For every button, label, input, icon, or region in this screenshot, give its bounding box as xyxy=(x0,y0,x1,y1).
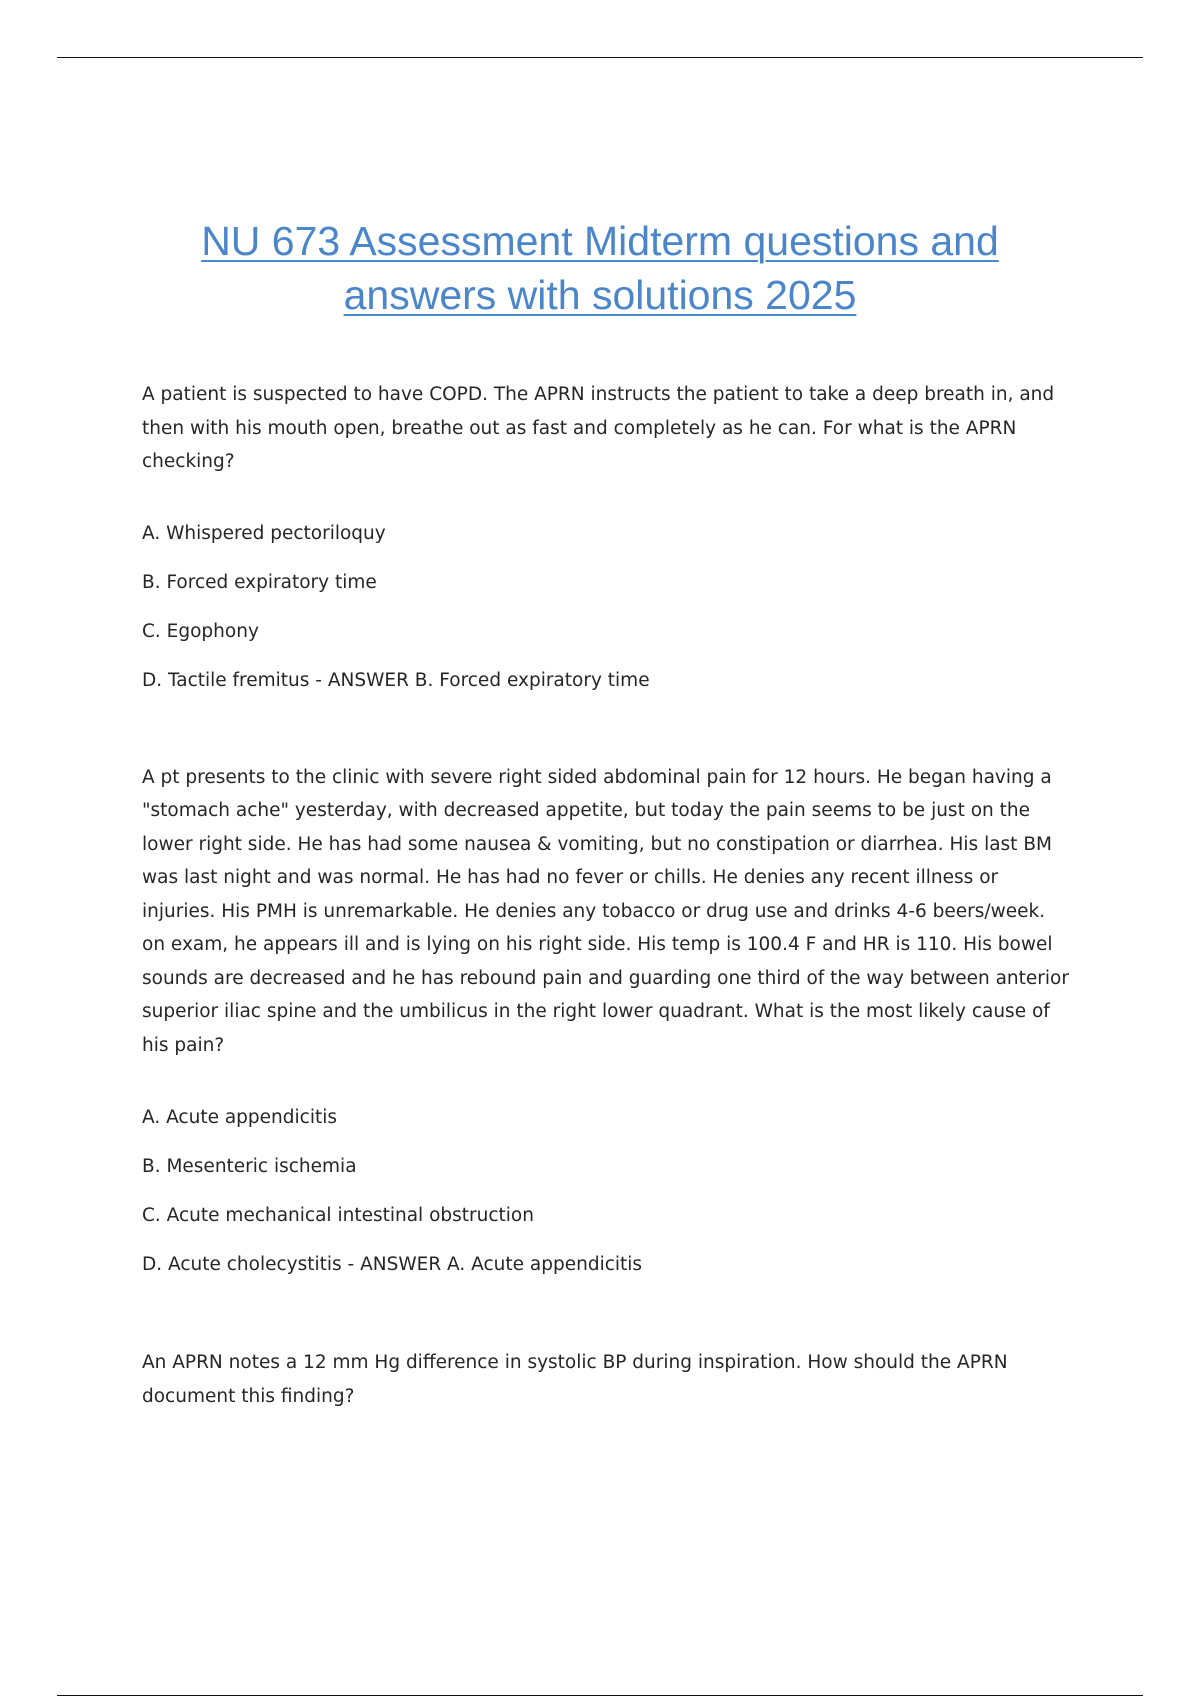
document-body xyxy=(142,378,1072,1413)
option-a: A. Whispered pectoriloquy xyxy=(142,522,386,544)
option-b: B. Forced expiratory time xyxy=(142,571,377,593)
question-text: An APRN notes a 12 mm Hg difference in systolic BP during inspiration. How should the APRN document this finding? xyxy=(142,1352,1008,1407)
option-c: C. Acute mechanical intestinal obstruction xyxy=(142,1205,534,1226)
title-line-2: answers with solutions 2025 xyxy=(343,272,857,318)
title-line-1: NU 673 Assessment Midterm questions and xyxy=(201,218,999,264)
question-block xyxy=(142,378,1072,695)
option-c: C. Egophony xyxy=(142,620,259,642)
document-title xyxy=(100,214,1100,322)
option-d-with-answer: D. Acute cholecystitis - ANSWER A. Acute appendicitis xyxy=(142,1254,643,1275)
option-d-with-answer: D. Tactile fremitus - ANSWER B. Forced expiratory time xyxy=(142,669,650,691)
header-rule xyxy=(57,57,1143,58)
option-a: A. Acute appendicitis xyxy=(142,1107,337,1128)
question-block xyxy=(142,1346,1072,1413)
question-block xyxy=(142,761,1072,1280)
question-text: A pt presents to the clinic with severe right sided abdominal pain for 12 hours. He began having a "stomach ache" yesterday, with decreased appetite, but today the pain seems to be just on the lower right side. He has had some nausea & vomiting, but no constipation or diarrhea. His last BM was last night and was normal. He has had no fever or chills. He denies any recent illness or injuries. His PMH is unremarkable. He denies any tobacco or drug use and drinks 4-6 beers/week. on exam, he appears ill and is lying on his right side. His temp is 100.4 F and HR is 110. His bowel sounds are decreased and he has rebound pain and guarding one third of the way between anterior superior iliac spine and the umbilicus in the right lower quadrant. What is the most likely cause of his pain? xyxy=(142,766,1069,1056)
option-b: B. Mesenteric ischemia xyxy=(142,1156,357,1177)
question-text: A patient is suspected to have COPD. The APRN instructs the patient to take a deep breath in, and then with his mouth open, breathe out as fast and completely as he can. For what is the APRN checking? xyxy=(142,384,1055,472)
footer-rule xyxy=(57,1695,1143,1696)
answer-options xyxy=(142,1103,1072,1279)
answer-options xyxy=(142,519,1072,695)
